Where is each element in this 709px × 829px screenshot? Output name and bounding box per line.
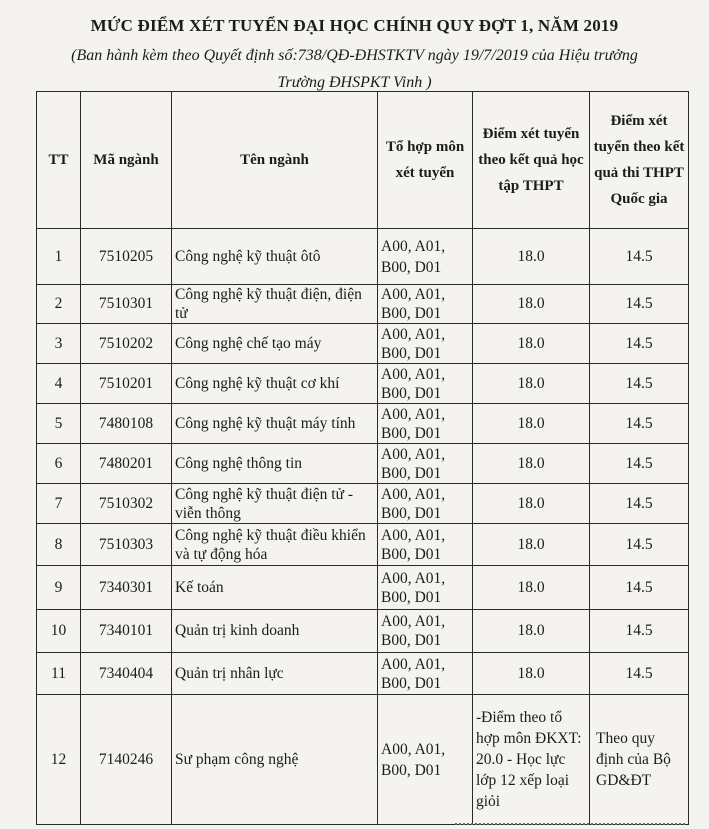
cell-score-thpt: 14.5 (590, 444, 689, 484)
decision-number: 738 (297, 47, 322, 64)
cell-score-hb: 18.0 (473, 484, 590, 524)
cell-name: Công nghệ thông tin (172, 444, 378, 484)
admission-score-table (36, 91, 689, 825)
subtitle-line1-end: /QĐ-ĐHSTKTV ngày 19/7/2019 của Hiệu trưởng (321, 47, 638, 64)
cell-score-thpt: Theo quy định của Bộ GD&ĐT (590, 695, 689, 825)
cell-name: Quản trị kinh doanh (172, 610, 378, 653)
cell-score-hb: 18.0 (473, 610, 590, 653)
cell-name: Công nghệ kỹ thuật ôtô (172, 229, 378, 285)
table-header-row (37, 92, 689, 229)
cell-name: Công nghệ kỹ thuật điện, điện tử (172, 285, 378, 324)
cell-code: 7510303 (81, 524, 172, 566)
cell-name: Công nghệ chế tạo máy (172, 324, 378, 364)
cell-score-thpt: 14.5 (590, 364, 689, 404)
table-row (37, 566, 689, 610)
cell-score-thpt: 14.5 (590, 484, 689, 524)
cell-code: 7510201 (81, 364, 172, 404)
cell-tt: 12 (37, 695, 81, 825)
cell-code: 7510302 (81, 484, 172, 524)
cell-code: 7510301 (81, 285, 172, 324)
cell-combo: A00, A01, B00, D01 (378, 229, 473, 285)
cell-name: Công nghệ kỹ thuật điều khiển và tự động hóa (172, 524, 378, 566)
cell-code: 7140246 (81, 695, 172, 825)
cell-code: 7480201 (81, 444, 172, 484)
cell-name: Kế toán (172, 566, 378, 610)
cell-score-hb: 18.0 (473, 285, 590, 324)
cell-code: 7480108 (81, 404, 172, 444)
cell-score-hb: 18.0 (473, 404, 590, 444)
cell-combo: A00, A01, B00, D01 (378, 484, 473, 524)
cell-name: Sư phạm công nghệ (172, 695, 378, 825)
cell-name: Công nghệ kỹ thuật cơ khí (172, 364, 378, 404)
cell-score-thpt: 14.5 (590, 610, 689, 653)
cell-combo: A00, A01, B00, D01 (378, 610, 473, 653)
cell-name: Công nghệ kỹ thuật máy tính (172, 404, 378, 444)
cell-score-hb: 18.0 (473, 364, 590, 404)
cell-combo: A00, A01, B00, D01 (378, 695, 473, 825)
col-header-score-thpt: Điểm xét tuyển theo kết quả thi THPT Quốc gia (590, 92, 689, 229)
cell-tt: 1 (37, 229, 81, 285)
cell-tt: 8 (37, 524, 81, 566)
cell-score-thpt: 14.5 (590, 404, 689, 444)
cell-score-thpt: 14.5 (590, 324, 689, 364)
cell-tt: 5 (37, 404, 81, 444)
cell-score-hb: 18.0 (473, 653, 590, 695)
cell-tt: 9 (37, 566, 81, 610)
cell-score-hb: 18.0 (473, 324, 590, 364)
cell-score-thpt: 14.5 (590, 524, 689, 566)
table-row (37, 484, 689, 524)
cell-score-thpt: 14.5 (590, 653, 689, 695)
col-header-score-hb: Điểm xét tuyển theo kết quả học tập THPT (473, 92, 590, 229)
cell-score-hb: 18.0 (473, 566, 590, 610)
subtitle-line2: Trường ĐHSPKT Vinh ) (277, 74, 432, 91)
cell-combo: A00, A01, B00, D01 (378, 653, 473, 695)
table-row (37, 324, 689, 364)
cell-tt: 4 (37, 364, 81, 404)
cell-score-thpt: 14.5 (590, 229, 689, 285)
cell-code: 7340301 (81, 566, 172, 610)
cell-tt: 7 (37, 484, 81, 524)
document-title: MỨC ĐIỂM XÉT TUYỂN ĐẠI HỌC CHÍNH QUY ĐỢT 1, NĂM 2019 (90, 16, 619, 35)
col-header-name: Tên ngành (172, 92, 378, 229)
table-row (37, 285, 689, 324)
cell-code: 7340101 (81, 610, 172, 653)
cell-score-thpt: 14.5 (590, 566, 689, 610)
cell-score-hb: 18.0 (473, 229, 590, 285)
bottom-divider (455, 823, 685, 828)
subtitle-line1: (Ban hành kèm theo Quyết định số: (71, 47, 298, 64)
table-row (37, 404, 689, 444)
col-header-tt: TT (37, 92, 81, 229)
cell-score-hb: 18.0 (473, 524, 590, 566)
table-row (37, 653, 689, 695)
cell-score-hb: -Điểm theo tổ hợp môn ĐKXT: 20.0 - Học lực lớp 12 xếp loại giỏi (473, 695, 590, 825)
table-row (37, 229, 689, 285)
col-header-code: Mã ngành (81, 92, 172, 229)
cell-code: 7510205 (81, 229, 172, 285)
table-row (37, 610, 689, 653)
cell-score-thpt: 14.5 (590, 285, 689, 324)
cell-combo: A00, A01, B00, D01 (378, 364, 473, 404)
cell-tt: 11 (37, 653, 81, 695)
cell-combo: A00, A01, B00, D01 (378, 285, 473, 324)
cell-combo: A00, A01, B00, D01 (378, 444, 473, 484)
cell-name: Công nghệ kỹ thuật điện tử - viễn thông (172, 484, 378, 524)
cell-tt: 10 (37, 610, 81, 653)
cell-name: Quản trị nhân lực (172, 653, 378, 695)
col-header-combo: Tổ hợp môn xét tuyển (378, 92, 473, 229)
table-row (37, 364, 689, 404)
document-subtitle (30, 42, 679, 96)
cell-combo: A00, A01, B00, D01 (378, 524, 473, 566)
cell-code: 7340404 (81, 653, 172, 695)
cell-combo: A00, A01, B00, D01 (378, 404, 473, 444)
cell-tt: 6 (37, 444, 81, 484)
cell-combo: A00, A01, B00, D01 (378, 324, 473, 364)
cell-tt: 2 (37, 285, 81, 324)
cell-combo: A00, A01, B00, D01 (378, 566, 473, 610)
table-row (37, 524, 689, 566)
cell-score-hb: 18.0 (473, 444, 590, 484)
table-row (37, 444, 689, 484)
table-row (37, 695, 689, 825)
cell-code: 7510202 (81, 324, 172, 364)
cell-tt: 3 (37, 324, 81, 364)
